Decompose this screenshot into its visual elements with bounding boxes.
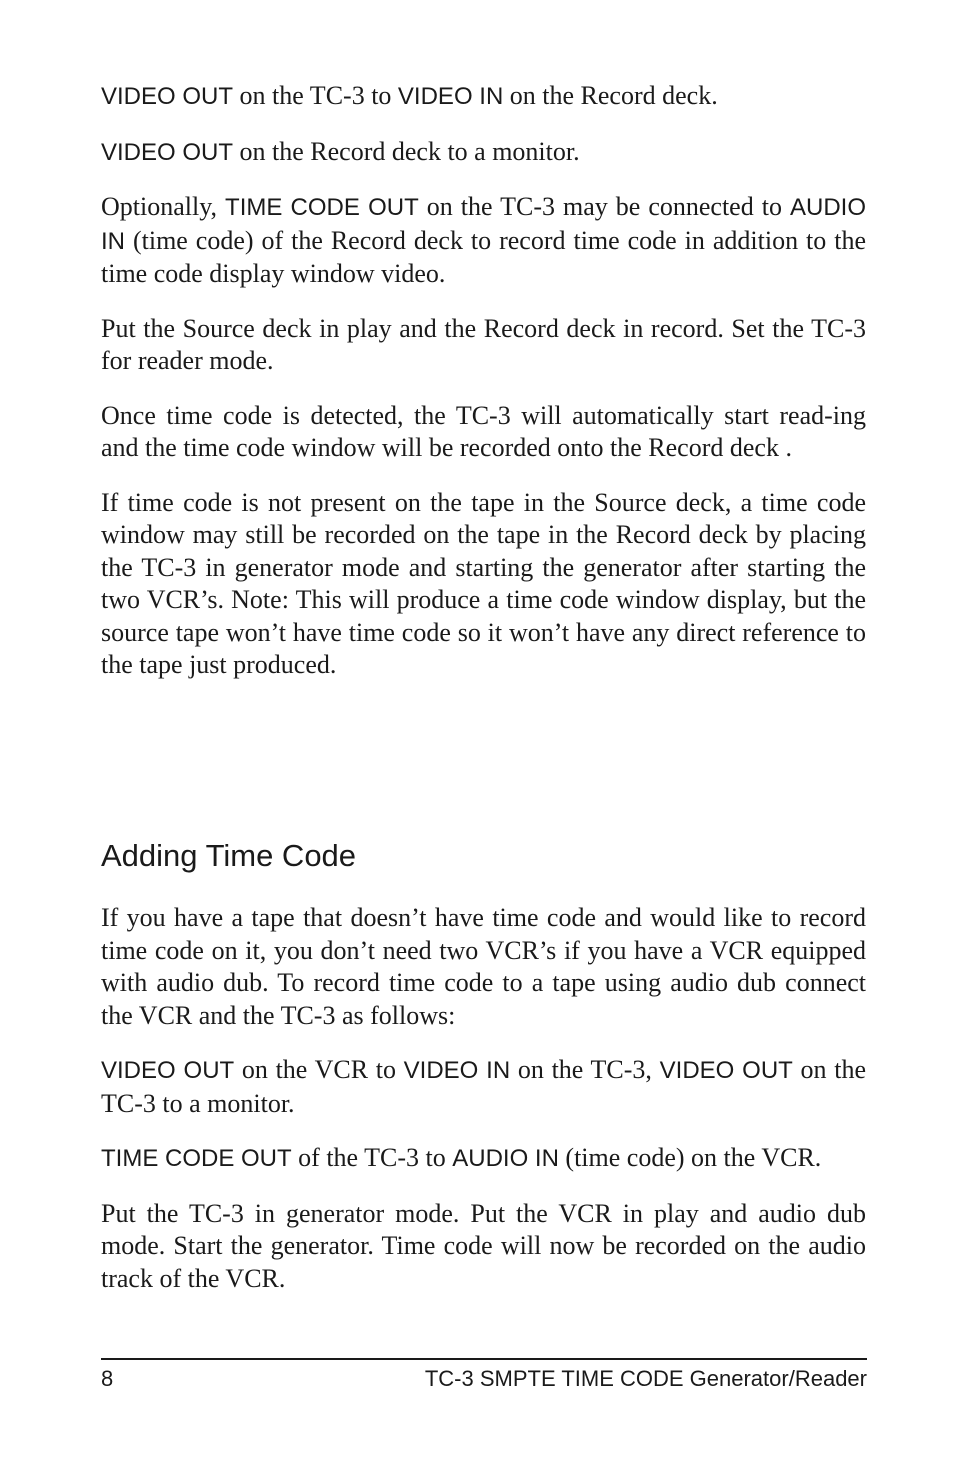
- paragraph-video-out-to-record: VIDEO OUT on the TC-3 to VIDEO IN on the Record deck.: [101, 81, 718, 110]
- connector-label: TIME CODE OUT: [225, 194, 419, 221]
- paragraph-vcr-connect: VIDEO OUT on the VCR to VIDEO IN on the TC-3, VIDEO OUT on the TC-3 to a monitor.: [101, 1055, 866, 1118]
- paragraph-generator-mode: Put the TC-3 in generator mode. Put the VCR in play and audio dub mode. Start the generator. Time code will now be recorded on the audio track of the VCR.: [101, 1198, 866, 1293]
- connector-label: TIME CODE OUT: [101, 1145, 292, 1172]
- paragraph-not-present: If time code is not present on the tape in the Source deck, a time code window may still be recorded on the tape in the Record deck by placing the TC-3 in generator mode and starting the generator after starting the two VCR’s. Note: This will produce a time code window display, but the source tape won’t have time code so it won’t have any direct reference to the tape just produced.: [101, 487, 866, 679]
- section-heading: Adding Time Code: [101, 838, 357, 873]
- paragraph-detected: Once time code is detected, the TC-3 will automatically start read-ing and the time code window will be recorded onto the Record deck .: [101, 400, 866, 462]
- connector-label: AUDIO IN: [452, 1145, 559, 1172]
- connector-label: VIDEO OUT: [101, 83, 234, 110]
- page-number: 8: [101, 1366, 114, 1391]
- paragraph-play-record: Put the Source deck in play and the Record deck in record. Set the TC-3 for reader mode.: [101, 313, 866, 375]
- connector-label: VIDEO OUT: [659, 1057, 793, 1084]
- connector-label: VIDEO OUT: [101, 1057, 235, 1084]
- paragraph-record-to-monitor: VIDEO OUT on the Record deck to a monitor.: [101, 136, 580, 166]
- connector-label: VIDEO OUT: [101, 138, 234, 166]
- section-2: [101, 902, 866, 1317]
- section-1: [101, 80, 866, 704]
- connector-label: VIDEO IN: [397, 83, 504, 110]
- paragraph-optional-timecode: Optionally, TIME CODE OUT on the TC-3 may be connected to AUDIO IN (time code) of the Record deck to record time code in addition to the time code display window video.: [101, 192, 866, 288]
- footer-title: TC-3 SMPTE TIME CODE Generator/Reader: [424, 1366, 867, 1391]
- connector-label: VIDEO IN: [403, 1057, 511, 1084]
- footer-rule: [101, 1358, 867, 1360]
- page-footer: [101, 1364, 867, 1394]
- paragraph-intro: If you have a tape that doesn’t have time code and would like to record time code on it, you don’t need two VCR’s if you have a VCR equipped with audio dub. To record time code to a tape using audio dub connect the VCR and the TC-3 as follows:: [101, 903, 866, 1030]
- connector-label: AUDIO IN: [101, 194, 866, 255]
- paragraph-timecode-audio: TIME CODE OUT of the TC-3 to AUDIO IN (time code) on the VCR.: [101, 1143, 822, 1172]
